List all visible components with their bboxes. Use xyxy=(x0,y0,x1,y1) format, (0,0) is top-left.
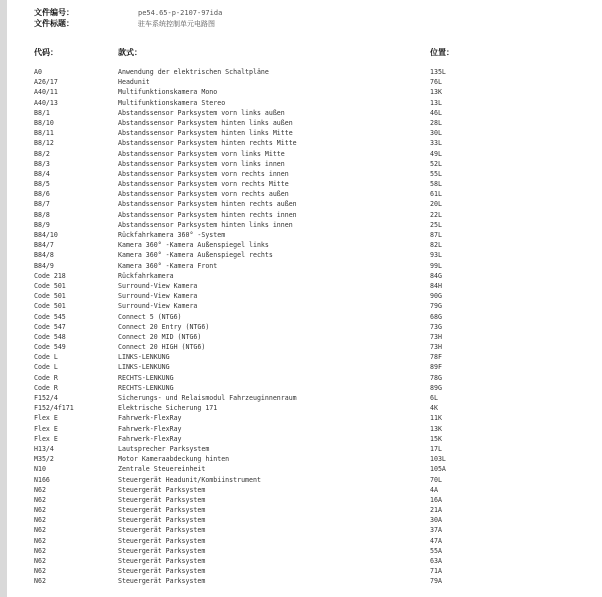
component-code: B8/8 xyxy=(34,210,50,219)
component-code: B8/6 xyxy=(34,190,50,199)
component-code: N62 xyxy=(34,567,46,576)
table-row xyxy=(0,576,602,586)
component-code: Code 548 xyxy=(34,332,66,341)
component-description: Surround-View Kamera xyxy=(118,302,198,311)
table-row xyxy=(0,362,602,372)
component-position: 58L xyxy=(430,180,442,189)
table-row xyxy=(0,546,602,556)
component-code: Code 547 xyxy=(34,322,66,331)
table-row xyxy=(0,128,602,138)
component-description: Motor Kameraabdeckung hinten xyxy=(118,455,230,464)
component-code: B8/4 xyxy=(34,169,50,178)
component-description: Abstandssensor Parksystem vorn links außen xyxy=(118,108,285,117)
component-position: 84G xyxy=(430,271,442,280)
component-description: Steuergerät Parksystem xyxy=(118,516,206,525)
component-description: Rückfahrkamera 360° -System xyxy=(118,231,226,239)
table-row xyxy=(0,301,602,311)
component-position: 13L xyxy=(430,98,442,107)
component-code: B8/10 xyxy=(34,118,54,127)
component-code: B8/11 xyxy=(34,129,54,138)
component-position: 103L xyxy=(430,455,446,464)
component-description: Abstandssensor Parksystem vorn rechts außen xyxy=(118,190,289,199)
component-position: 17L xyxy=(430,444,442,453)
component-description: Kamera 360° -Kamera Außenspiegel rechts xyxy=(118,251,273,260)
table-row xyxy=(0,169,602,179)
table-row xyxy=(0,240,602,250)
table-row xyxy=(0,413,602,423)
component-position: 13K xyxy=(430,88,442,97)
table-row xyxy=(0,77,602,87)
component-description: Multifunktionskamera Stereo xyxy=(118,98,226,107)
table-row xyxy=(0,505,602,515)
component-position: 76L xyxy=(430,78,442,87)
component-position: 73H xyxy=(430,332,442,341)
component-position: 78G xyxy=(430,373,442,382)
table-row xyxy=(0,352,602,362)
component-position: 99L xyxy=(430,261,442,270)
component-list xyxy=(0,67,602,587)
component-code: Flex E xyxy=(34,414,58,423)
component-position: 4K xyxy=(430,404,438,413)
component-description: Zentrale Steuereinheit xyxy=(118,465,206,474)
component-description: Connect 20 Entry (NTG6) xyxy=(118,322,210,331)
component-code: Code 501 xyxy=(34,281,66,290)
component-code: N166 xyxy=(34,475,50,484)
component-code: Code L xyxy=(34,363,58,372)
component-position: 37A xyxy=(430,526,442,535)
component-position: 73H xyxy=(430,343,442,352)
component-description: Headunit xyxy=(118,78,150,87)
component-position: 61L xyxy=(430,190,442,199)
component-description: Steuergerät Parksystem xyxy=(118,557,206,565)
component-code: A40/11 xyxy=(34,88,58,97)
component-code: N62 xyxy=(34,506,46,515)
component-description: Elektrische Sicherung 171 xyxy=(118,404,218,413)
table-row xyxy=(0,342,602,352)
component-description: Sicherungs- und Relaismodul Fahrzeuginnenraum xyxy=(118,394,297,402)
component-description: Rückfahrkamera xyxy=(118,271,174,280)
table-row xyxy=(0,566,602,576)
table-row xyxy=(0,189,602,199)
component-position: 87L xyxy=(430,231,442,239)
table-row xyxy=(0,87,602,97)
component-code: B84/7 xyxy=(34,241,54,250)
column-header-description: 款式： xyxy=(118,48,142,57)
component-code: N10 xyxy=(34,465,46,474)
component-description: Abstandssensor Parksystem vorn rechts Mitte xyxy=(118,180,289,189)
file-number-row xyxy=(34,8,222,18)
component-position: 63A xyxy=(430,557,442,565)
component-code: Code R xyxy=(34,373,58,382)
component-description: Anwendung der elektrischen Schaltpläne xyxy=(118,68,269,76)
component-code: Code R xyxy=(34,383,58,392)
component-description: Abstandssensor Parksystem hinten rechts außen xyxy=(118,200,297,209)
file-number-label: 文件编号： xyxy=(34,8,74,17)
component-position: 90G xyxy=(430,292,442,301)
component-description: Steuergerät Headunit/Kombiinstrument xyxy=(118,475,261,484)
component-position: 82L xyxy=(430,241,442,250)
file-title-row xyxy=(34,19,215,29)
component-description: RECHTS-LENKUNG xyxy=(118,373,174,382)
component-code: N62 xyxy=(34,557,46,565)
component-position: 79A xyxy=(430,577,442,586)
component-position: 30A xyxy=(430,516,442,525)
component-position: 21A xyxy=(430,506,442,515)
component-description: Abstandssensor Parksystem vorn links innen xyxy=(118,159,285,168)
component-code: A40/13 xyxy=(34,98,58,107)
column-header-code: 代码： xyxy=(34,48,58,57)
table-row xyxy=(0,383,602,393)
table-row xyxy=(0,556,602,566)
component-code: H13/4 xyxy=(34,444,54,453)
component-code: A0 xyxy=(34,68,42,76)
component-description: Abstandssensor Parksystem hinten rechts Mitte xyxy=(118,139,297,148)
table-row xyxy=(0,454,602,464)
component-position: 52L xyxy=(430,159,442,168)
component-code: B8/7 xyxy=(34,200,50,209)
component-code: B8/2 xyxy=(34,149,50,158)
table-row xyxy=(0,424,602,434)
file-title-label: 文件标题： xyxy=(34,19,74,28)
component-description: Steuergerät Parksystem xyxy=(118,536,206,545)
component-description: Steuergerät Parksystem xyxy=(118,526,206,535)
component-position: 16A xyxy=(430,495,442,504)
table-row xyxy=(0,403,602,413)
table-row xyxy=(0,485,602,495)
component-code: Flex E xyxy=(34,434,58,443)
table-row xyxy=(0,332,602,342)
table-row xyxy=(0,271,602,281)
component-description: Abstandssensor Parksystem hinten links außen xyxy=(118,118,293,127)
component-code: B8/9 xyxy=(34,220,50,229)
component-description: Connect 20 HIGH (NTG6) xyxy=(118,343,206,352)
component-code: N62 xyxy=(34,546,46,555)
component-code: Flex E xyxy=(34,424,58,433)
component-code: N62 xyxy=(34,526,46,535)
component-code: B8/5 xyxy=(34,180,50,189)
component-code: B84/9 xyxy=(34,261,54,270)
component-description: LINKS-LENKUNG xyxy=(118,353,170,362)
component-description: Steuergerät Parksystem xyxy=(118,567,206,576)
table-row xyxy=(0,159,602,169)
table-row xyxy=(0,118,602,128)
component-code: N62 xyxy=(34,516,46,525)
component-code: B8/3 xyxy=(34,159,50,168)
table-row xyxy=(0,475,602,485)
table-row xyxy=(0,464,602,474)
component-position: 68G xyxy=(430,312,442,321)
component-code: M35/2 xyxy=(34,455,54,464)
component-position: 73G xyxy=(430,322,442,331)
component-position: 11K xyxy=(430,414,442,423)
component-description: Abstandssensor Parksystem vorn rechts innen xyxy=(118,169,289,178)
component-code: F152/4 xyxy=(34,394,58,402)
file-number-value: pe54.65-p-2107-97ida xyxy=(138,9,223,17)
component-position: 33L xyxy=(430,139,442,148)
component-description: Fahrwerk-FlexRay xyxy=(118,414,182,423)
component-code: Code 501 xyxy=(34,302,66,311)
component-description: Surround-View Kamera xyxy=(118,292,198,301)
component-description: Multifunktionskamera Mono xyxy=(118,88,218,97)
component-position: 55L xyxy=(430,169,442,178)
component-position: 15K xyxy=(430,434,442,443)
component-code: N62 xyxy=(34,536,46,545)
component-code: Code 545 xyxy=(34,312,66,321)
table-row xyxy=(0,108,602,118)
table-row xyxy=(0,536,602,546)
file-title-value: 驻车系统控制单元电路图 xyxy=(138,20,215,28)
component-position: 105A xyxy=(430,465,446,474)
component-position: 93L xyxy=(430,251,442,260)
component-position: 47A xyxy=(430,536,442,545)
table-row xyxy=(0,220,602,230)
table-row xyxy=(0,230,602,240)
component-position: 28L xyxy=(430,118,442,127)
component-code: B84/8 xyxy=(34,251,54,260)
component-description: Kamera 360° -Kamera Front xyxy=(118,261,218,270)
component-code: Code 549 xyxy=(34,343,66,352)
table-row xyxy=(0,98,602,108)
component-description: Connect 20 MID (NTG6) xyxy=(118,332,202,341)
table-row xyxy=(0,261,602,271)
table-row xyxy=(0,179,602,189)
component-code: Code 501 xyxy=(34,292,66,301)
component-code: Code L xyxy=(34,353,58,362)
component-description: Abstandssensor Parksystem hinten rechts innen xyxy=(118,210,297,219)
component-position: 30L xyxy=(430,129,442,138)
component-code: B8/12 xyxy=(34,139,54,148)
component-description: Abstandssensor Parksystem vorn links Mitte xyxy=(118,149,285,158)
component-position: 13K xyxy=(430,424,442,433)
component-description: Abstandssensor Parksystem hinten links innen xyxy=(118,220,293,229)
component-description: Fahrwerk-FlexRay xyxy=(118,424,182,433)
column-header-position: 位置： xyxy=(430,48,454,57)
table-row xyxy=(0,67,602,77)
component-description: RECHTS-LENKUNG xyxy=(118,383,174,392)
table-row xyxy=(0,525,602,535)
component-position: 20L xyxy=(430,200,442,209)
table-row xyxy=(0,515,602,525)
component-code: B8/1 xyxy=(34,108,50,117)
component-position: 49L xyxy=(430,149,442,158)
table-row xyxy=(0,138,602,148)
component-description: Connect 5 (NTG6) xyxy=(118,312,182,321)
component-description: Kamera 360° -Kamera Außenspiegel links xyxy=(118,241,269,250)
table-row xyxy=(0,199,602,209)
component-position: 4A xyxy=(430,485,438,494)
component-position: 25L xyxy=(430,220,442,229)
component-description: Lautsprecher Parksystem xyxy=(118,444,210,453)
component-description: LINKS-LENKUNG xyxy=(118,363,170,372)
component-position: 84H xyxy=(430,281,442,290)
table-row xyxy=(0,210,602,220)
table-row xyxy=(0,291,602,301)
component-description: Steuergerät Parksystem xyxy=(118,577,206,586)
component-position: 70L xyxy=(430,475,442,484)
component-description: Steuergerät Parksystem xyxy=(118,546,206,555)
component-position: 89F xyxy=(430,363,442,372)
component-position: 135L xyxy=(430,68,446,76)
component-code: N62 xyxy=(34,485,46,494)
table-row xyxy=(0,373,602,383)
table-row xyxy=(0,495,602,505)
component-position: 22L xyxy=(430,210,442,219)
component-description: Steuergerät Parksystem xyxy=(118,495,206,504)
table-row xyxy=(0,281,602,291)
component-description: Fahrwerk-FlexRay xyxy=(118,434,182,443)
component-position: 78F xyxy=(430,353,442,362)
component-code: N62 xyxy=(34,577,46,586)
table-row xyxy=(0,393,602,403)
table-row xyxy=(0,322,602,332)
table-row xyxy=(0,312,602,322)
component-code: N62 xyxy=(34,495,46,504)
component-description: Surround-View Kamera xyxy=(118,281,198,290)
table-row xyxy=(0,250,602,260)
table-row xyxy=(0,434,602,444)
component-position: 6L xyxy=(430,394,438,402)
component-code: B84/10 xyxy=(34,231,58,239)
table-row xyxy=(0,149,602,159)
component-code: A26/17 xyxy=(34,78,58,87)
component-description: Steuergerät Parksystem xyxy=(118,485,206,494)
component-code: F152/4f171 xyxy=(34,404,74,413)
component-position: 71A xyxy=(430,567,442,576)
table-row xyxy=(0,444,602,454)
component-description: Abstandssensor Parksystem hinten links Mitte xyxy=(118,129,293,138)
component-description: Steuergerät Parksystem xyxy=(118,506,206,515)
component-position: 79G xyxy=(430,302,442,311)
component-position: 55A xyxy=(430,546,442,555)
component-code: Code 218 xyxy=(34,271,66,280)
component-position: 89G xyxy=(430,383,442,392)
component-position: 46L xyxy=(430,108,442,117)
